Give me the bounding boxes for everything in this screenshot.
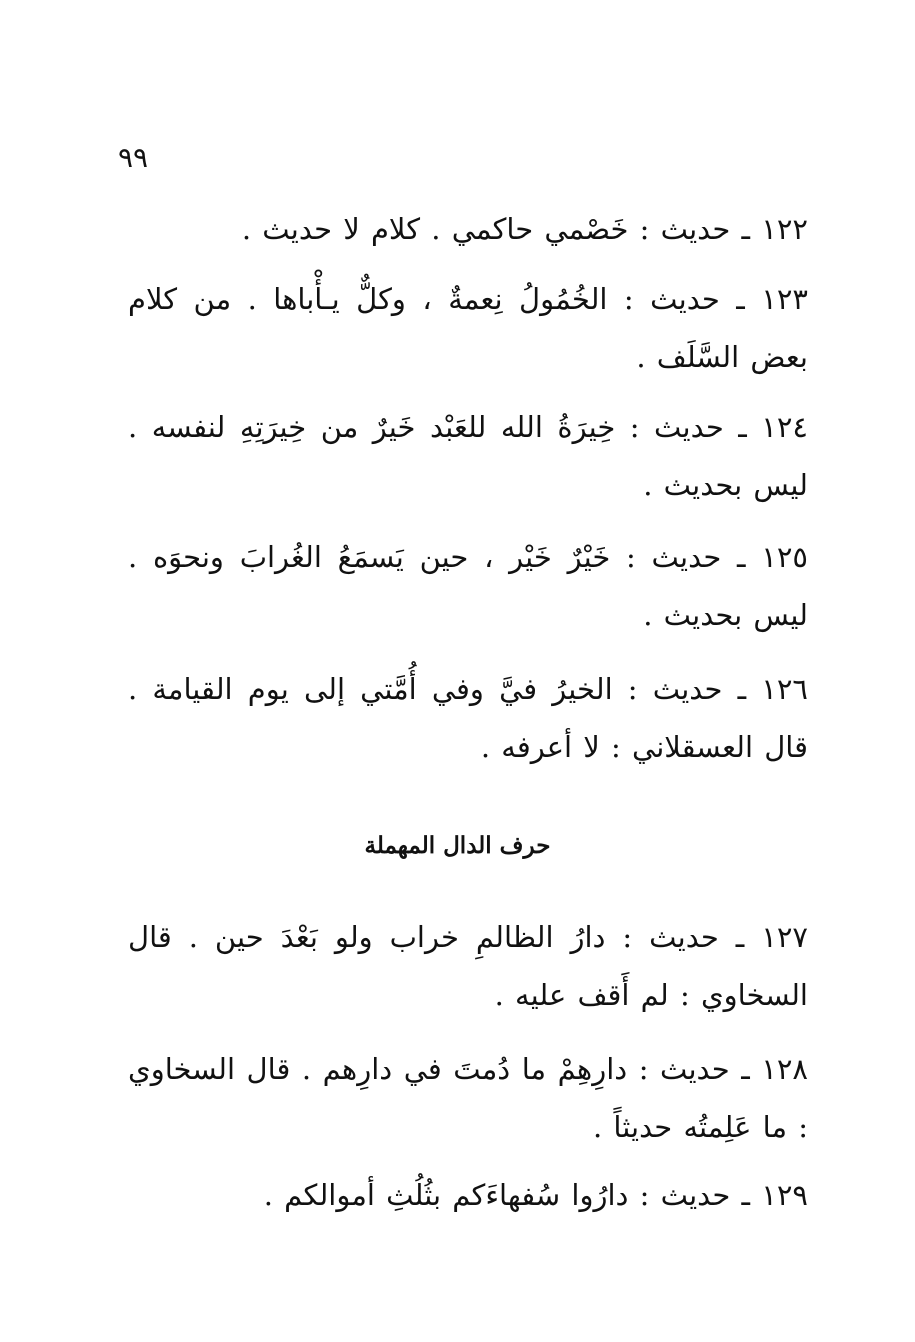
entry-122: ١٢٢ ـ حديث : خَصْمي حاكمي . كلام لا حديث . [241, 212, 808, 246]
section-heading: حرف الدال المهملة [364, 832, 551, 859]
entry-126: ١٢٦ ـ حديث : الخيرُ فيَّ وفي أُمَّتي إلى يوم القيامة . قال العسقلاني : لا أعرفه . [128, 672, 808, 764]
entry-127: ١٢٧ ـ حديث : دارُ الظالمِ خراب ولو بَعْدَ حين . قال السخاوي : لم أَقف عليه . [128, 920, 808, 1012]
entry-128: ١٢٨ ـ حديث : دارِهِمْ ما دُمتَ في دارِهم . قال السخاوي : ما عَلِمتُه حديثاً . [128, 1052, 808, 1144]
entry-123: ١٢٣ ـ حديث : الخُمُولُ نِعمةٌ ، وكلٌّ يـأْباها . من كلام بعض السَّلَف . [128, 282, 808, 374]
page-number: ٩٩ [118, 141, 149, 174]
entry-125: ١٢٥ ـ حديث : خَيْرٌ خَيْر ، حين يَسمَعُ الغُرابَ ونحوَه . ليس بحديث . [128, 540, 808, 632]
entry-124: ١٢٤ ـ حديث : خِيرَةُ الله للعَبْد خَيرٌ من خِيرَتِهِ لنفسه . ليس بحديث . [128, 410, 808, 502]
entry-129: ١٢٩ ـ حديث : دارُوا سُفهاءَكم بثُلُثِ أموالكم . [263, 1178, 808, 1212]
